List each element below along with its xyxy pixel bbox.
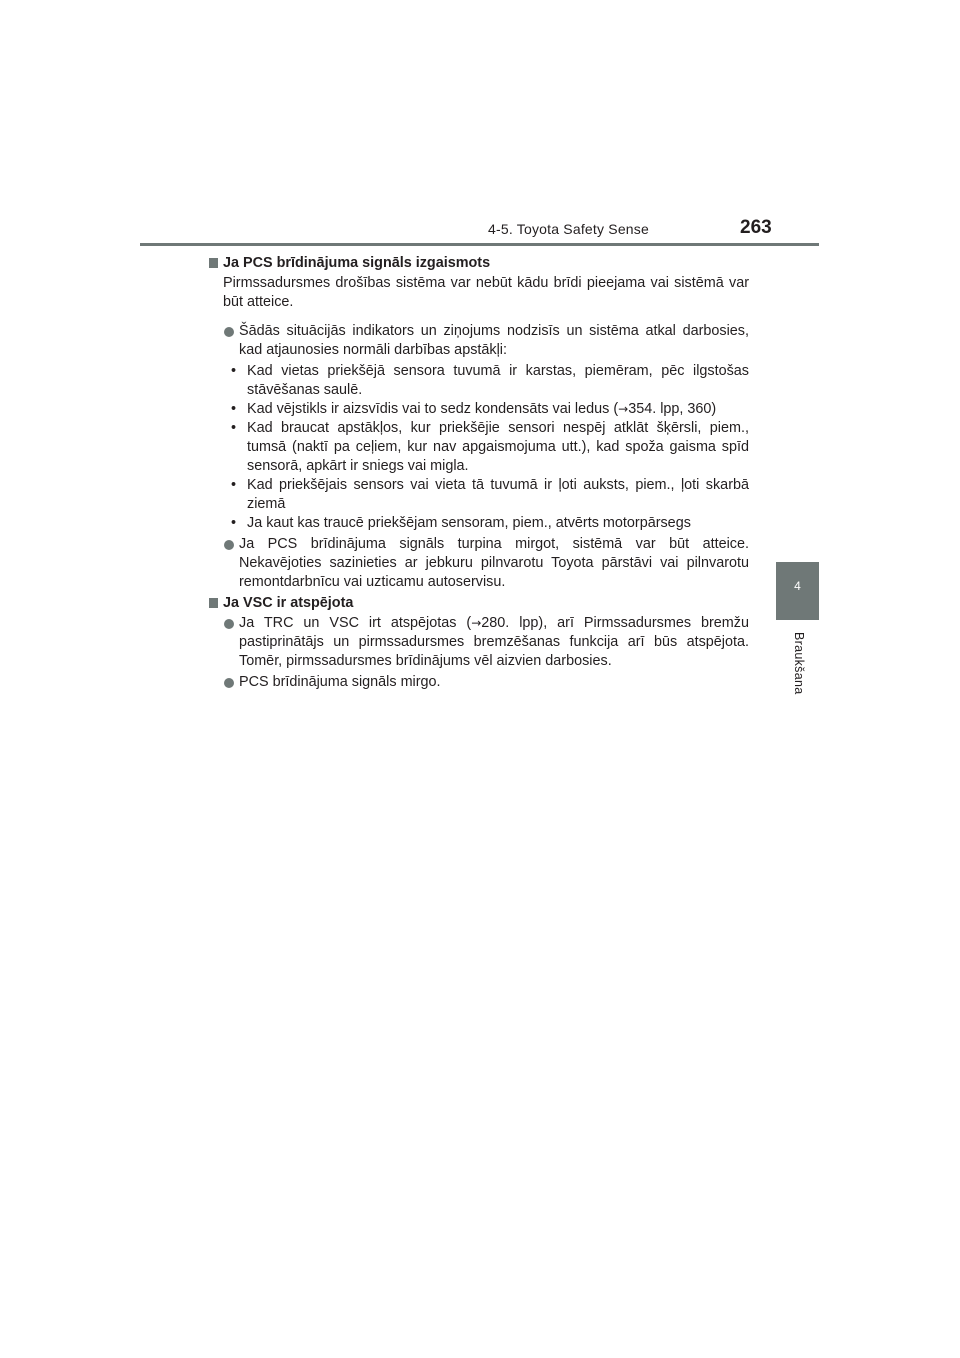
chapter-tab-label: Braukšana	[792, 632, 806, 695]
condition-list	[209, 362, 749, 533]
condition-item	[209, 514, 749, 533]
section-heading-text: Ja PCS brīdinājuma signāls izgaismots	[223, 255, 491, 271]
round-bullet-icon	[224, 540, 234, 550]
condition-text: Ja kaut kas traucē priekšējam sensoram, piem., atvērts motorpārsegs	[247, 515, 691, 531]
bullet-item	[209, 614, 749, 671]
bullet-text-continued: 280. lpp), arī Pirmssadursmes bremžu pastiprinātājs un pirmssadursmes bremzēšanas funkcija arī būs atspējota. Tomēr, pirmssadursmes brīdinājums vēl aizvien darbosies.	[239, 615, 749, 669]
list-marker: •	[231, 515, 237, 531]
list-marker: •	[231, 401, 237, 417]
bullet-text: Ja PCS brīdinājuma signāls turpina mirgot, sistēmā var būt atteice. Nekavējoties sazinieties ar jebkuru pilnvarotu Toyota pārstāvi vai pilnvarotu remontdarbnīcu vai uzticamu autoservisu.	[239, 536, 749, 590]
arrow-icon: →	[471, 616, 482, 630]
section-heading-vsc	[209, 594, 749, 613]
condition-item	[209, 400, 749, 419]
chapter-tab	[776, 562, 819, 620]
bullet-item	[209, 535, 749, 592]
round-bullet-icon	[224, 678, 234, 688]
condition-item	[209, 419, 749, 476]
bullet-text: Ja TRC un VSC irt atspējotas (	[239, 615, 472, 631]
list-marker: •	[231, 420, 237, 436]
page-number: 263	[740, 217, 772, 238]
page-reference: 354. lpp, 360)	[628, 401, 717, 417]
round-bullet-icon	[224, 327, 234, 337]
condition-item	[209, 362, 749, 400]
condition-text: Kad vējstikls ir aizsvīdis vai to sedz kondensāts vai ledus (	[247, 401, 619, 417]
header-section-title: 4-5. Toyota Safety Sense	[488, 221, 649, 237]
arrow-icon: →	[618, 402, 629, 416]
list-marker: •	[231, 477, 237, 493]
square-bullet-icon	[209, 258, 218, 268]
bullet-text: PCS brīdinājuma signāls mirgo.	[239, 674, 441, 690]
condition-text: Kad vietas priekšējā sensora tuvumā ir karstas, piemēram, pēc ilgstošas stāvēšanas saulē.	[247, 363, 749, 398]
chapter-tab-number: 4	[794, 579, 801, 593]
square-bullet-icon	[209, 598, 218, 608]
condition-item	[209, 476, 749, 514]
bullet-item	[209, 322, 749, 360]
condition-text: Kad braucat apstākļos, kur priekšējie sensori nespēj atklāt šķērsli, piem., tumsā (naktī pa ceļiem, kur nav apgaismojuma utt.), kad spoža gaisma spīd sensorā, apkārt ir sniegs vai migla.	[247, 420, 749, 474]
section-heading-text: Ja VSC ir atspējota	[223, 595, 354, 611]
bullet-text: Šādās situācijās indikators un ziņojums nodzisīs un sistēma atkal darbosies, kad atjaunosies normāli darbības apstākļi:	[239, 323, 749, 358]
page-content	[209, 254, 749, 694]
section-heading-pcs	[209, 254, 749, 273]
header-divider	[140, 243, 819, 246]
bullet-item	[209, 673, 749, 692]
section-intro: Pirmssadursmes drošības sistēma var nebūt kādu brīdi pieejama vai sistēmā var būt atteice.	[223, 275, 749, 310]
condition-text: Kad priekšējais sensors vai vieta tā tuvumā ir ļoti auksts, piem., ļoti skarbā ziemā	[247, 477, 749, 512]
list-marker: •	[231, 363, 237, 379]
round-bullet-icon	[224, 619, 234, 629]
